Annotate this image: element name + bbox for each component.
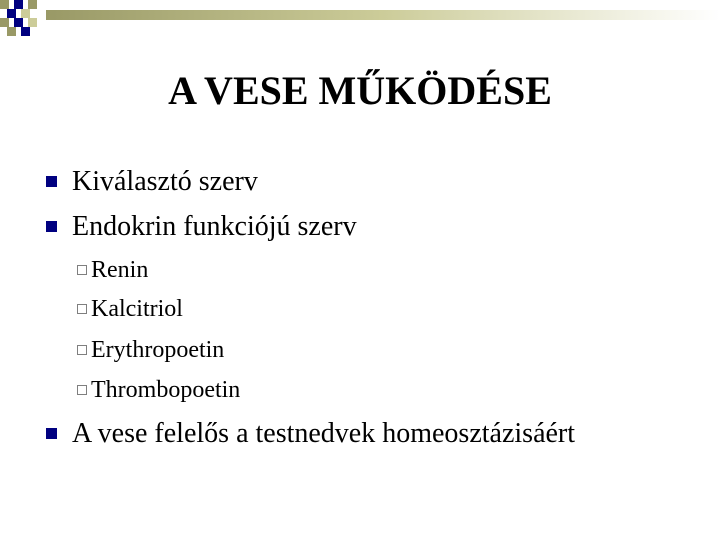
header-decoration [0,0,720,40]
sub-bullet-item-kalcitriol [77,294,183,324]
filled-square-bullet-icon [46,428,57,439]
sub-bullet-text: Renin [91,257,149,283]
sub-bullet-text: Thrombopoetin [91,377,241,403]
filled-square-bullet-icon [46,221,57,232]
sub-bullet-item-thrombopoetin [77,375,240,405]
sub-bullet-item-erythropoetin [77,335,224,365]
bullet-text: Endokrin funkciójú szerv [72,211,357,242]
bullet-text: A vese felelős a testnedvek homeosztázisáért [72,418,576,449]
sub-bullet-text: Erythropoetin [91,337,225,363]
filled-square-bullet-icon [46,176,57,187]
decorative-squares [0,0,720,40]
sub-bullet-text: Kalcitriol [91,296,183,322]
bullet-item-kivalaszto [46,167,258,197]
slide-title: A VESE MŰKÖDÉSE [168,68,552,113]
hollow-square-bullet-icon [77,345,87,355]
bullet-item-endokrin [46,212,357,242]
hollow-square-bullet-icon [77,304,87,314]
bullet-text: Kiválasztó szerv [72,166,258,197]
header-gradient-bar [46,10,720,20]
hollow-square-bullet-icon [77,385,87,395]
hollow-square-bullet-icon [77,265,87,275]
sub-bullet-item-renin [77,255,148,285]
bullet-item-homeosztazis [46,419,575,449]
